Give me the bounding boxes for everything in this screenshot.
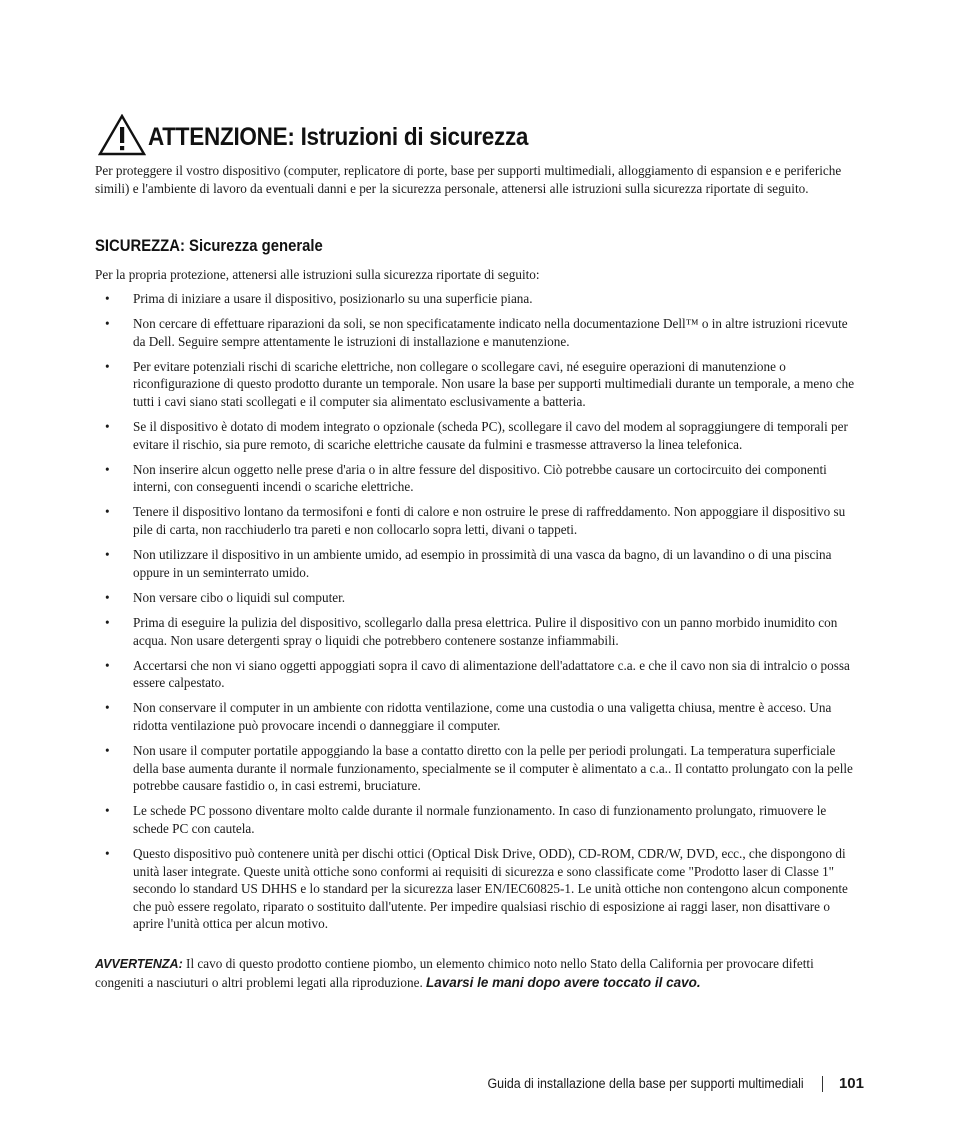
bullet-icon: •	[105, 589, 110, 605]
list-item	[95, 546, 860, 581]
list-item-text: Questo dispositivo può contenere unità per dischi ottici (Optical Disk Drive, ODD), CD-ROM, CDR/W, DVD, ecc., che dispongono di unità laser integrate. Queste unità ottiche sono conformi ai requisiti di sicurezza e sono classificate come "Prodotto laser di Classe 1" secondo lo standard US DHHS e lo standard per la sicurezza laser EN/IEC60825-1. Le unità ottiche non contengono alcun componente che può essere regolato, riparato o sostituito dall'utente. Per impedire qualsiasi rischio di esposizione ai raggi laser, non disattivare o aprire l'unità ottica per alcun motivo.	[133, 845, 848, 932]
warning-emphasis: Lavarsi le mani dopo avere toccato il cavo.	[426, 974, 701, 990]
list-item-text: Prima di iniziare a usare il dispositivo, posizionarlo su una superficie piana.	[133, 291, 533, 306]
footer-title: Guida di installazione della base per supporti multimediali	[487, 1076, 804, 1091]
bullet-icon: •	[105, 657, 110, 673]
list-item-text: Non conservare il computer in un ambiente con ridotta ventilazione, come una custodia o una valigetta chiusa, mentre è acceso. Una ridotta ventilazione può provocare incendi o danneggiare il computer.	[133, 700, 832, 733]
bullet-icon: •	[105, 504, 110, 520]
list-item	[95, 614, 860, 649]
list-item-text: Se il dispositivo è dotato di modem integrato o opzionale (scheda PC), scollegare il cavo del modem al sopraggiungere di temporali per evitare il rischio, sia pure remoto, di scariche elettriche causate da fulmini e trasmesse attraverso la linea telefonica.	[133, 419, 848, 452]
list-item	[95, 418, 860, 453]
list-item	[95, 503, 860, 538]
page-title: ATTENZIONE: Istruzioni di sicurezza	[148, 123, 529, 151]
section-heading: SICUREZZA: Sicurezza generale	[95, 237, 323, 255]
bullet-icon: •	[105, 291, 110, 306]
list-item-text: Non utilizzare il dispositivo in un ambiente umido, ad esempio in prossimità di una vasca da bagno, di un lavandino o di una piscina oppure in un seminterrato umido.	[133, 547, 832, 580]
section-lead: Per la propria protezione, attenersi alle istruzioni sulla sicurezza riportate di seguito:	[95, 267, 540, 282]
list-item-text: Non versare cibo o liquidi sul computer.	[133, 589, 346, 605]
list-item	[95, 358, 860, 411]
list-item	[95, 845, 860, 933]
bullet-icon: •	[105, 316, 110, 332]
page-number: 101	[838, 1075, 864, 1092]
list-item-text: Le schede PC possono diventare molto calde durante il normale funzionamento. In caso di funzionamento prolungato, rimuovere le schede PC con cautela.	[133, 803, 827, 836]
page-footer	[460, 1075, 864, 1092]
intro-paragraph: Per proteggere il vostro dispositivo (computer, replicatore di porte, base per supporti multimediali, alloggiamento di espansion e e periferiche simili) e l'ambiente di lavoro da eventuali danni e per la sicurezza personale, attenersi alle istruzioni sulla sicurezza riportate di seguito.	[95, 163, 842, 196]
list-item	[95, 589, 860, 607]
list-item-text: Prima di eseguire la pulizia del dispositivo, scollegarlo dalla presa elettrica. Pulire il dispositivo con un panno morbido inumidito con acqua. Non usare detergenti spray o liquidi che potrebbero contenere sostanze infiammabili.	[133, 614, 838, 648]
list-item	[95, 742, 860, 795]
warning-paragraph	[95, 955, 860, 991]
bullet-icon: •	[105, 700, 110, 716]
bullet-icon: •	[105, 461, 110, 477]
list-item	[95, 315, 860, 350]
warning-label: AVVERTENZA:	[95, 957, 183, 971]
title-row	[98, 108, 570, 156]
list-item-text: Non inserire alcun oggetto nelle prese d'aria o in altre fessure del dispositivo. Ciò potrebbe causare un cortocircuito dei componenti interni, con conseguenti incendi o scariche elettriche.	[133, 461, 827, 495]
list-item-text: Accertarsi che non vi siano oggetti appoggiati sopra il cavo di alimentazione dell'adattatore c.a. e che il cavo non sia di intralcio o possa essere calpestato.	[133, 657, 850, 691]
bullet-icon: •	[105, 845, 110, 861]
bullet-icon: •	[105, 614, 110, 630]
list-item-text: Non usare il computer portatile appoggiando la base a contatto diretto con la pelle per periodi prolungati. La temperatura superficiale della base aumenta durante il normale funzionamento, specialmente se il computer è alimentato a c.a.. Il contatto prolungato con la pelle potrebbe causare fastidio o, in casi estremi, bruciature.	[133, 742, 853, 794]
list-item	[95, 461, 860, 496]
list-item	[95, 802, 860, 837]
bullet-icon: •	[105, 358, 110, 374]
bullet-icon: •	[105, 419, 110, 435]
footer-divider	[822, 1076, 823, 1092]
list-item	[95, 699, 860, 734]
list-item-text: Non cercare di effettuare riparazioni da soli, se non specificatamente indicato nella documentazione Dell™ o in altre istruzioni ricevute da Dell. Seguire sempre attentamente le istruzioni di installazione e manutenzione.	[133, 316, 848, 349]
list-item	[95, 290, 860, 308]
warning-triangle-icon	[98, 114, 146, 156]
warning-text: Il cavo di questo prodotto contiene piombo, un elemento chimico noto nello Stato della California per provocare difetti congeniti a nasciuturi o altri problemi legati alla riproduzione.	[95, 956, 814, 990]
list-item	[95, 657, 860, 692]
bullet-icon: •	[105, 547, 110, 563]
safety-list	[95, 290, 860, 940]
bullet-icon: •	[105, 742, 110, 758]
list-item-text: Tenere il dispositivo lontano da termosifoni e fonti di calore e non ostruire le prese di raffreddamento. Non appoggiare il dispositivo su pile di carta, non racchiuderlo tra pareti e non collocarlo sopra letti, divani o tappeti.	[133, 504, 846, 538]
bullet-icon: •	[105, 803, 110, 819]
list-item-text: Per evitare potenziali rischi di scariche elettriche, non collegare o scollegare cavi, né eseguire operazioni di manutenzione o riconfigurazione di questo prodotto durante un temporale. Non usare la base per supporti multimediali durante un temporale, a meno che tutti i cavi siano stati scollegati e il computer sia alimentato esclusivamente a batteria.	[133, 358, 855, 409]
